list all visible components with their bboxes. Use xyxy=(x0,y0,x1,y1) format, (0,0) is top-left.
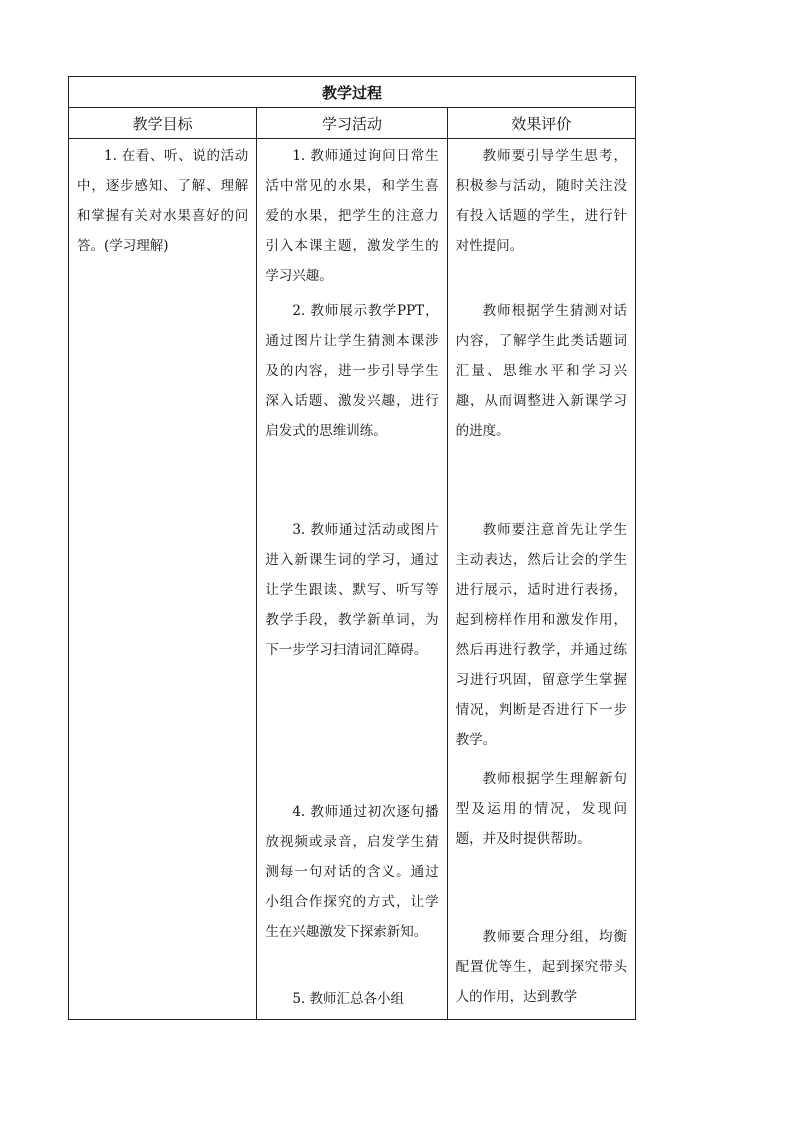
activity-item-4: 4. 教师通过初次逐句播放视频或录音，启发学生猜测每一句对话的含义。通过小组合作探究的方式，让学生在兴趣激发下探索新知。 xyxy=(265,804,439,940)
teaching-process-table xyxy=(68,76,636,1020)
activities-cell xyxy=(257,139,447,1020)
evaluation-cell xyxy=(447,139,635,1020)
evaluation-item-5: 教师要合理分组，均衡配置优等生，起到探究带头人的作用，达到教学 xyxy=(455,929,627,1005)
header-evaluation: 效果评价 xyxy=(447,108,635,139)
evaluation-item-2: 教师根据学生猜测对话内容，了解学生此类话题词汇量、思维水平和学习兴趣，从而调整进入新课学习的进度。 xyxy=(455,303,627,439)
header-activities: 学习活动 xyxy=(257,108,447,139)
objective-item-1: 1. 在看、听、说的活动中，逐步感知、了解、理解和掌握有关对水果喜好的问答。(学习理解) xyxy=(77,148,249,254)
evaluation-item-4: 教师根据学生理解新句型及运用的情况，发现问题，并及时提供帮助。 xyxy=(455,771,627,847)
activity-item-5: 5. 教师汇总各小组 xyxy=(292,991,404,1007)
evaluation-item-3: 教师要注意首先让学生主动表达，然后让会的学生进行展示，适时进行表扬，起到榜样作用和激发作用，然后再进行教学，并通过练习进行巩固，留意学生掌握情况，判断是否进行下一步教学。 xyxy=(455,522,627,748)
table-title: 教学过程 xyxy=(69,77,636,108)
activity-item-2: 2. 教师展示教学PPT，通过图片让学生猜测本课涉及的内容，进一步引导学生深入话题、激发兴趣，进行启发式的思维训练。 xyxy=(265,303,439,439)
objectives-cell xyxy=(69,139,257,1020)
header-objectives: 教学目标 xyxy=(69,108,257,139)
evaluation-item-1: 教师要引导学生思考，积极参与活动，随时关注没有投入话题的学生，进行针对性提问。 xyxy=(455,148,627,254)
activity-item-1: 1. 教师通过询问日常生活中常见的水果，和学生喜爱的水果，把学生的注意力引入本课主题，激发学生的学习兴趣。 xyxy=(265,148,439,284)
activity-item-3: 3. 教师通过活动或图片进入新课生词的学习，通过让学生跟读、默写、听写等教学手段，教学新单词，为下一步学习扫清词汇障碍。 xyxy=(265,522,439,658)
